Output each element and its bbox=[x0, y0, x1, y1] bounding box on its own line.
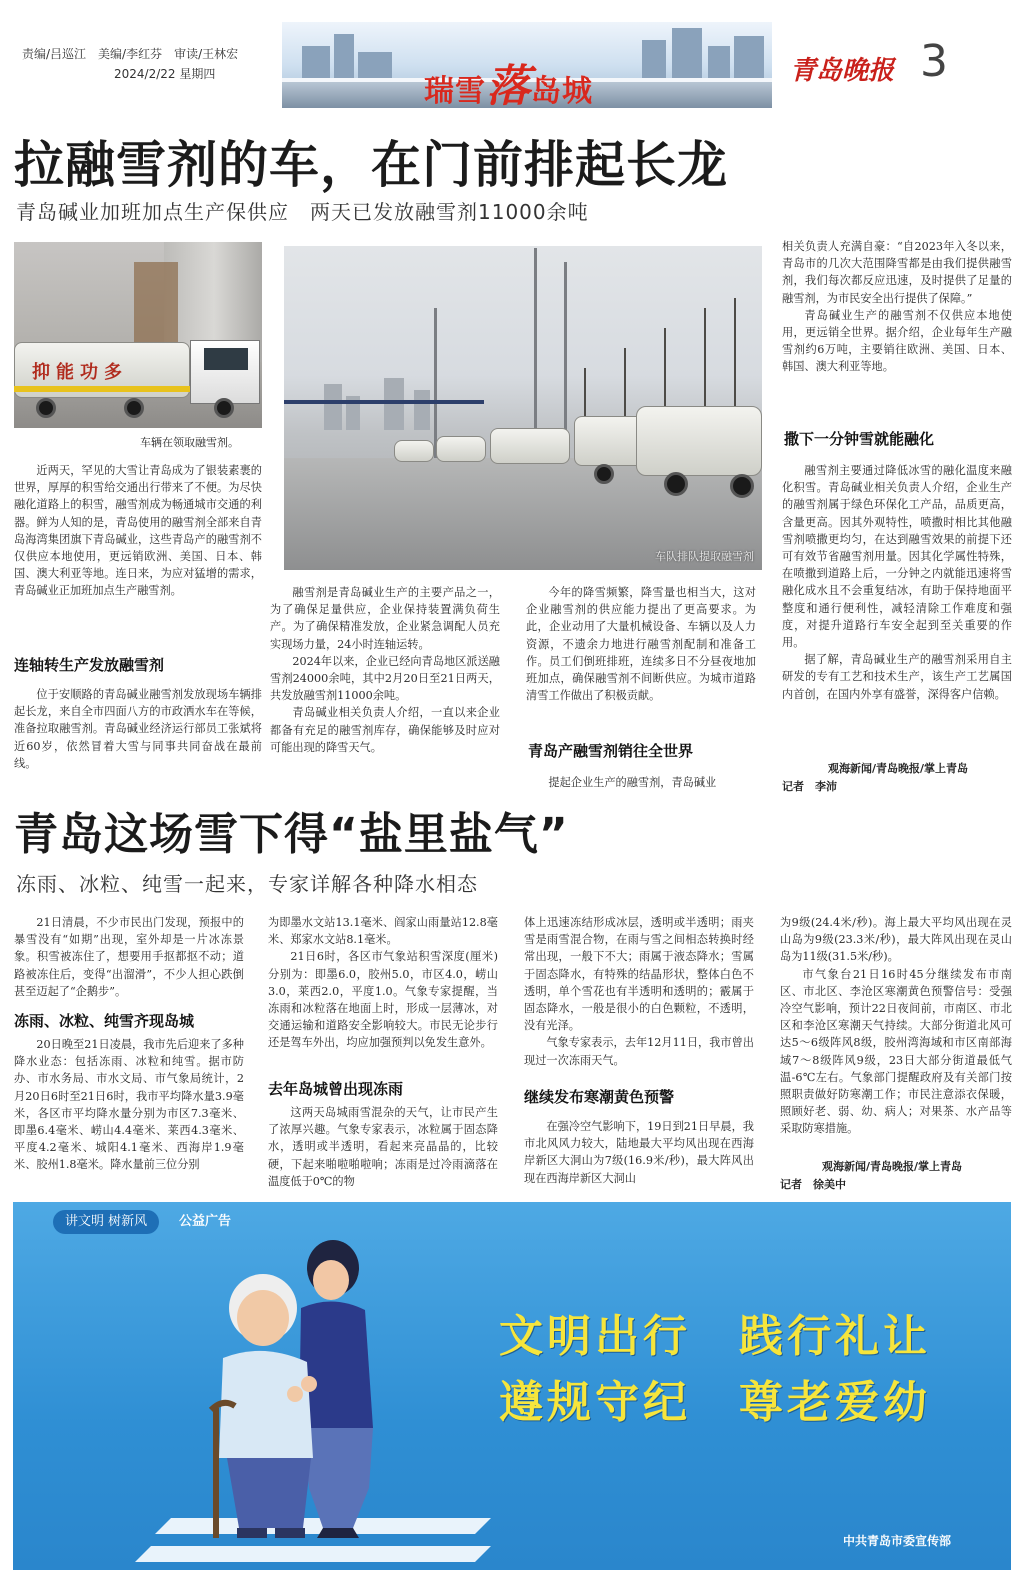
story1-subhead-2: 青岛产融雪剂销往全世界 bbox=[528, 742, 694, 760]
story2-col2-text bbox=[268, 914, 498, 1070]
public-service-ad bbox=[13, 1202, 1011, 1570]
story2-subhead-2: 去年岛城曾出现冻雨 bbox=[268, 1080, 404, 1098]
story2-paragraph: 为9级(24.4米/秒)。海上最大平均风出现在灵山岛为9级(23.3米/秒)，最大阵风出现在灵山岛为11级(31.5米/秒)。 bbox=[780, 916, 1012, 964]
story2-paragraph: 体上迅速冻结形成冰层，透明或半透明；雨夹雪是雨雪混合物，在雨与雪之间相态转换时经常出现，一般下不大；雨属于液态降水；雪属于固态降水，有特殊的结晶形状，整体白色不透明，单个雪花也有半透明和透明的；霰属于固态降水，一般是很小的白色颗粒，不透明，没有光泽。 bbox=[524, 916, 754, 1033]
story1-paragraph: 青岛碱业生产的融雪剂不仅供应本地使用，更远销全世界。据介绍，企业每年生产融雪剂约6万吨，主要销往欧洲、美国、日本、韩国、澳大利亚等地。 bbox=[782, 308, 1012, 374]
story1-col3-text2 bbox=[526, 774, 756, 794]
story2-reporter: 记者 徐美中 bbox=[780, 1178, 846, 1191]
story1-paragraph: 融雪剂主要通过降低冰雪的融化温度来融化积雪。青岛碱业相关负责人介绍，企业生产的融雪剂属于绿色环保化工产品，品质更高，含量更高。因其外观特性，喷撒时相比其他融雪剂喷撒更均匀，在达到融雪效果的前提下还可有效节省融雪剂用量。因其化学属性特殊，在喷撒到道路上后，一分钟之内就能迅速将雪融化成水且不会重复结冰，有助于保持地面平整度和通行便利性，减轻清除工作难度和强度，对提升道路行车安全起到至关重要的作用。 bbox=[782, 464, 1012, 650]
story2-paragraph: 为即墨水文站13.1毫米、阎家山雨量站12.8毫米、郑家水文站8.1毫米。 bbox=[268, 916, 498, 947]
story1-paragraph: 2024年以来，企业已经向青岛地区派送融雪剂24000余吨，其中2月20日至21日两天，共发放融雪剂11000余吨。 bbox=[270, 654, 500, 703]
issue-date: 2024/2/22 星期四 bbox=[114, 67, 216, 81]
story2-col1-text bbox=[14, 914, 244, 1002]
story1-col1-text bbox=[14, 462, 262, 642]
story2-subhead-3: 继续发布寒潮黄色预警 bbox=[524, 1088, 675, 1106]
story1-byline: 观海新闻/青岛晚报/掌上青岛 bbox=[828, 762, 969, 775]
story2-paragraph: 市气象台21日16时45分继续发布市南区、市北区、李沧区寒潮黄色预警信号：受强冷空气影响，预计22日夜间前，市南区、市北区和李沧区寒潮天气持续。大部分街道北风可达5～6级阵风8级，胶州湾海域和市区南部海域7～8级阵风9级，23日大部分街道最低气温-6℃左右。气象部门提醒政府及有关部门按照职责做好防寒潮工作；市民注意添衣保暖，照顾好老、弱、幼、病人；对果茶、水产品等采取防寒措施。 bbox=[780, 967, 1012, 1136]
section-title-c: 岛城 bbox=[531, 74, 593, 109]
paper-logo: 青岛晚报 bbox=[790, 56, 895, 86]
story1-subhead: 青岛碱业加班加点生产保供应 两天已发放融雪剂11000余吨 bbox=[16, 200, 589, 224]
story2-subhead: 冻雨、冰粒、纯雪一起来，专家详解各种降水相态 bbox=[16, 872, 478, 896]
story2-paragraph: 21日6时，各区市气象站积雪深度(厘米)分别为：即墨6.0，胶州5.0，市区4.0，崂山3.0，莱西2.0，平度1.0。气象专家提醒，当冻雨和冰粒落在地面上时，形成一层薄冰，对交通运输和道路安全影响较大。市民无论步行还是驾车外出，均应加强预判以免发生意外。 bbox=[268, 950, 498, 1050]
story1-paragraph: 据了解，青岛碱业生产的融雪剂采用自主研发的专有工艺和技术生产，该生产工艺属国内首创，在国内外享有盛誉，深得客户信赖。 bbox=[782, 653, 1012, 701]
story1-paragraph: 相关负责人充满自豪：“自2023年入冬以来，青岛市的几次大范围降雪都是由我们提供融雪剂，我们每次都反应迅速，及时提供了足量的融雪剂，为市民安全出行提供了保障。” bbox=[782, 240, 1012, 305]
story1-col1-text2 bbox=[14, 686, 262, 792]
story2-paragraph: 20日晚至21日凌晨，我市先后迎来了多种降水业态：包括冻雨、冰粒和纯雪。据市防办、市水务局、市水文局、市气象局统计，2月20日6时至21日6时，我市平均降水量3.9毫米，各区市平均降水量分别为市区7.3毫米、即墨6.4毫米、崂山4.4毫米、莱西4.3毫米、平度4.2毫米、城阳4.1毫米、西海岸1.9毫米、胶州1.8毫米。降水量前三位分别 bbox=[14, 1038, 244, 1172]
story2-headline: 青岛这场雪下得“盐里盐气” bbox=[14, 809, 569, 860]
photo-truck-queue bbox=[284, 246, 762, 570]
story1-paragraph: 青岛碱业相关负责人介绍，一直以来企业都备有充足的融雪剂库存，确保能够及时应对可能出现的降雪天气。 bbox=[270, 706, 500, 754]
page-number: 3 bbox=[920, 36, 948, 87]
ad-tag: 讲文明 树新风 bbox=[53, 1210, 159, 1234]
story2-paragraph: 在强冷空气影响下，19日到21日早晨，我市北风风力较大，陆地最大平均风出现在西海岸新区大洞山为7级(16.9米/秒)，最大阵风出现在西海岸新区大洞山 bbox=[524, 1120, 754, 1185]
ad-slogan-2: 遵规守纪 尊老爱幼 bbox=[499, 1377, 931, 1428]
photo2-caption: 车队排队提取融雪剂 bbox=[655, 550, 754, 563]
story1-paragraph: 位于安顺路的青岛碱业融雪剂发放现场车辆排起长龙，来自全市四面八方的市政洒水车在等候，准备拉取融雪剂。青岛碱业经济运行部员工张斌将近60岁，依然冒着大雪与同事共同奋战在最前线。 bbox=[14, 688, 262, 770]
story2-col2-text2 bbox=[268, 1104, 498, 1192]
ad-sponsor: 中共青岛市委宣传部 bbox=[843, 1534, 952, 1548]
story1-col3-text bbox=[526, 584, 756, 722]
masthead-meta bbox=[22, 44, 238, 84]
story2-col3-text bbox=[524, 914, 754, 1070]
story2-subhead-1: 冻雨、冰粒、纯雪齐现岛城 bbox=[14, 1012, 195, 1030]
section-title-b: 落 bbox=[486, 61, 531, 112]
photo-trucks-loading bbox=[14, 242, 262, 428]
photo1-caption: 车辆在领取融雪剂。 bbox=[140, 436, 239, 449]
section-title bbox=[424, 50, 593, 114]
story1-subhead-3: 撒下一分钟雪就能融化 bbox=[784, 430, 935, 448]
elder-helper-illustration bbox=[183, 1238, 413, 1538]
ad-type: 公益广告 bbox=[179, 1214, 232, 1229]
editors-line: 责编/吕巡江 美编/李红芬 审读/王林宏 bbox=[22, 47, 239, 61]
section-title-a: 瑞雪 bbox=[424, 74, 486, 109]
story1-col4-text bbox=[782, 238, 1012, 414]
truck-lettering: 抑能功多 bbox=[32, 362, 128, 383]
story2-col1-text2 bbox=[14, 1036, 244, 1192]
story2-paragraph: 气象专家表示，去年12月11日，我市曾出现过一次冻雨天气。 bbox=[524, 1036, 754, 1067]
story1-headline: 拉融雪剂的车，在门前排起长龙 bbox=[14, 136, 728, 194]
story1-col4-text2 bbox=[782, 462, 1012, 756]
story2-col3-text2 bbox=[524, 1118, 754, 1190]
ad-slogan-1: 文明出行 践行礼让 bbox=[499, 1311, 931, 1362]
story1-paragraph: 提起企业生产的融雪剂，青岛碱业 bbox=[548, 776, 717, 789]
story1-col2-text bbox=[270, 584, 500, 794]
story1-subhead-1: 连轴转生产发放融雪剂 bbox=[14, 656, 165, 674]
story2-col4-text bbox=[780, 914, 1012, 1158]
story1-reporter: 记者 李沛 bbox=[782, 780, 837, 793]
story1-paragraph: 近两天，罕见的大雪让青岛成为了银装素裹的世界，厚厚的积雪给交通出行带来了不便。为尽快融化道路上的积雪，融雪剂成为畅通城市交通的利器。鲜为人知的是，青岛使用的融雪剂全部来自青岛海湾集团旗下青岛碱业，这些青岛产的融雪剂不仅供应本地使用，更远销欧洲、美国、日本、韩国、澳大利亚等地。连日来，为应对猛增的需求，青岛碱业正加班加点生产融雪剂。 bbox=[14, 464, 262, 598]
story1-paragraph: 融雪剂是青岛碱业生产的主要产品之一，为了确保足量供应，企业保持装置满负荷生产。为了确保精准发放，企业紧急调配人员充实现场力量，24小时连轴运转。 bbox=[270, 586, 500, 651]
story2-byline: 观海新闻/青岛晚报/掌上青岛 bbox=[822, 1160, 963, 1173]
story2-paragraph: 这两天岛城雨雪混杂的天气，让市民产生了浓厚兴趣。气象专家表示，冰粒属于固态降水，透明或半透明，看起来亮晶晶的，比较硬，下起来啪啦啪啦响；冻雨是过冷雨滴落在温度低于0℃的物 bbox=[268, 1106, 498, 1188]
story2-paragraph: 21日清晨，不少市民出门发现，预报中的暴雪没有“如期”出现，室外却是一片冰冻景象。积雪被冻住了，想要用手抠都抠不动；道路被冻住后，变得“出溜滑”，不少人担心跌倒甚至迈起了“企鹅步”。 bbox=[14, 916, 244, 998]
story1-paragraph: 今年的降雪频繁，降雪量也相当大，这对企业融雪剂的供应能力提出了更高要求。为此，企业动用了大量机械设备、车辆以及人力资源，不遗余力地进行融雪剂配制和准备工作。员工们倒班排班，连续多日不分昼夜地加班加点，确保融雪剂不间断供应。为城市道路清雪工作做出了积极贡献。 bbox=[526, 586, 756, 703]
